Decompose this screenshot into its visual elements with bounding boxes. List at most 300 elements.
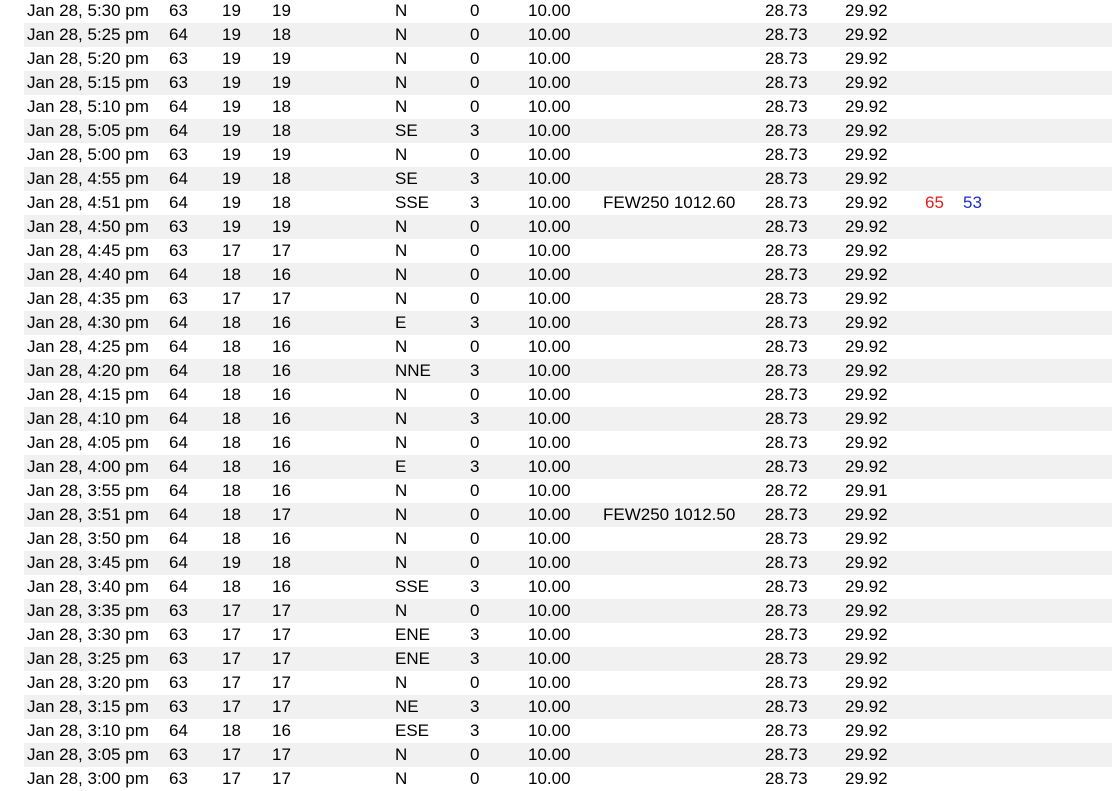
cell-max-temperature [922,671,960,695]
cell-min-temperature [960,647,1112,671]
cell-wind-direction: NNE [392,359,467,383]
cell-temperature: 63 [166,143,219,167]
cell-min-temperature [960,743,1112,767]
cell-temperature: 63 [166,767,219,791]
cell-min-temperature: 53 [960,191,1112,215]
cell-datetime: Jan 28, 4:15 pm [24,383,166,407]
cell-temperature: 63 [166,671,219,695]
cell-dewpoint: 17 [219,695,269,719]
cell-dewpoint: 19 [219,551,269,575]
cell-temperature: 64 [166,503,219,527]
cell-temperature: 64 [166,167,219,191]
cell-temperature: 63 [166,0,219,23]
cell-wind-speed: 0 [467,335,525,359]
cell-datetime: Jan 28, 4:30 pm [24,311,166,335]
cell-sea-level-pressure: 29.92 [842,431,922,455]
cell-sky-condition [600,0,762,23]
cell-altimeter: 28.73 [762,167,842,191]
cell-wind-speed: 0 [467,767,525,791]
cell-altimeter: 28.73 [762,0,842,23]
cell-altimeter: 28.73 [762,263,842,287]
cell-wind-direction: N [392,479,467,503]
cell-visibility: 10.00 [525,551,600,575]
cell-datetime: Jan 28, 4:05 pm [24,431,166,455]
cell-visibility: 10.00 [525,623,600,647]
cell-sea-level-pressure: 29.92 [842,719,922,743]
cell-datetime: Jan 28, 4:00 pm [24,455,166,479]
cell-humidity: 18 [269,551,392,575]
cell-min-temperature [960,479,1112,503]
cell-visibility: 10.00 [525,71,600,95]
cell-max-temperature [922,479,960,503]
cell-sea-level-pressure: 29.92 [842,95,922,119]
cell-visibility: 10.00 [525,527,600,551]
cell-temperature: 64 [166,263,219,287]
cell-dewpoint: 17 [219,743,269,767]
cell-sea-level-pressure: 29.92 [842,167,922,191]
cell-sea-level-pressure: 29.92 [842,527,922,551]
cell-wind-direction: N [392,215,467,239]
table-row [24,311,1112,335]
cell-min-temperature [960,767,1112,791]
cell-datetime: Jan 28, 4:10 pm [24,407,166,431]
cell-dewpoint: 19 [219,119,269,143]
cell-max-temperature [922,623,960,647]
cell-temperature: 64 [166,383,219,407]
cell-max-temperature [922,551,960,575]
cell-sky-condition [600,407,762,431]
cell-datetime: Jan 28, 5:20 pm [24,47,166,71]
cell-humidity: 19 [269,47,392,71]
cell-datetime: Jan 28, 5:25 pm [24,23,166,47]
cell-altimeter: 28.73 [762,407,842,431]
cell-altimeter: 28.73 [762,767,842,791]
cell-datetime: Jan 28, 3:05 pm [24,743,166,767]
cell-wind-speed: 0 [467,479,525,503]
table-row [24,599,1112,623]
cell-sea-level-pressure: 29.92 [842,551,922,575]
cell-sky-condition [600,383,762,407]
cell-wind-direction: ENE [392,623,467,647]
cell-altimeter: 28.73 [762,695,842,719]
cell-datetime: Jan 28, 3:40 pm [24,575,166,599]
table-row [24,695,1112,719]
cell-visibility: 10.00 [525,23,600,47]
cell-wind-speed: 3 [467,575,525,599]
cell-wind-speed: 0 [467,263,525,287]
cell-temperature: 64 [166,455,219,479]
cell-humidity: 17 [269,743,392,767]
table-row [24,551,1112,575]
cell-sky-condition [600,647,762,671]
cell-min-temperature [960,431,1112,455]
cell-wind-direction: N [392,407,467,431]
cell-max-temperature [922,431,960,455]
cell-temperature: 63 [166,47,219,71]
cell-sky-condition [600,143,762,167]
cell-datetime: Jan 28, 4:20 pm [24,359,166,383]
cell-min-temperature [960,383,1112,407]
cell-temperature: 64 [166,335,219,359]
table-row [24,71,1112,95]
cell-sky-condition: FEW250 1012.50 [600,503,762,527]
cell-dewpoint: 17 [219,623,269,647]
cell-humidity: 18 [269,167,392,191]
cell-max-temperature [922,95,960,119]
cell-sky-condition [600,119,762,143]
cell-altimeter: 28.73 [762,575,842,599]
table-row [24,503,1112,527]
cell-wind-speed: 3 [467,191,525,215]
cell-visibility: 10.00 [525,215,600,239]
cell-dewpoint: 17 [219,239,269,263]
cell-sky-condition [600,599,762,623]
cell-dewpoint: 19 [219,71,269,95]
cell-visibility: 10.00 [525,719,600,743]
cell-visibility: 10.00 [525,455,600,479]
cell-dewpoint: 18 [219,407,269,431]
cell-sky-condition [600,71,762,95]
cell-dewpoint: 18 [219,263,269,287]
cell-altimeter: 28.73 [762,431,842,455]
cell-altimeter: 28.73 [762,527,842,551]
cell-temperature: 64 [166,431,219,455]
cell-min-temperature [960,263,1112,287]
cell-temperature: 63 [166,239,219,263]
cell-min-temperature [960,455,1112,479]
cell-min-temperature [960,167,1112,191]
table-row [24,215,1112,239]
table-row [24,623,1112,647]
cell-temperature: 63 [166,287,219,311]
cell-wind-speed: 3 [467,119,525,143]
cell-dewpoint: 19 [219,23,269,47]
cell-datetime: Jan 28, 4:51 pm [24,191,166,215]
table-row [24,47,1112,71]
table-row [24,671,1112,695]
cell-sky-condition [600,311,762,335]
cell-wind-speed: 0 [467,23,525,47]
cell-datetime: Jan 28, 5:30 pm [24,0,166,23]
cell-altimeter: 28.73 [762,335,842,359]
cell-dewpoint: 19 [219,215,269,239]
cell-wind-direction: N [392,23,467,47]
table-row [24,191,1112,215]
cell-humidity: 17 [269,623,392,647]
table-row [24,239,1112,263]
cell-dewpoint: 18 [219,719,269,743]
cell-datetime: Jan 28, 3:55 pm [24,479,166,503]
cell-visibility: 10.00 [525,359,600,383]
table-row [24,383,1112,407]
cell-sky-condition [600,263,762,287]
cell-wind-direction: N [392,263,467,287]
cell-min-temperature [960,287,1112,311]
cell-min-temperature [960,719,1112,743]
cell-max-temperature [922,743,960,767]
cell-sea-level-pressure: 29.92 [842,0,922,23]
table-row [24,431,1112,455]
cell-humidity: 19 [269,143,392,167]
cell-visibility: 10.00 [525,119,600,143]
cell-sky-condition [600,623,762,647]
cell-max-temperature [922,263,960,287]
cell-sky-condition [600,23,762,47]
table-row [24,335,1112,359]
cell-humidity: 16 [269,359,392,383]
cell-datetime: Jan 28, 3:30 pm [24,623,166,647]
cell-sky-condition [600,215,762,239]
cell-wind-speed: 3 [467,719,525,743]
cell-sky-condition [600,287,762,311]
cell-sky-condition [600,239,762,263]
cell-min-temperature [960,119,1112,143]
cell-wind-direction: ENE [392,647,467,671]
observations-body [24,0,1112,791]
cell-max-temperature [922,239,960,263]
cell-datetime: Jan 28, 5:05 pm [24,119,166,143]
cell-humidity: 16 [269,431,392,455]
cell-humidity: 16 [269,575,392,599]
cell-wind-speed: 3 [467,647,525,671]
cell-min-temperature [960,23,1112,47]
cell-visibility: 10.00 [525,383,600,407]
cell-sea-level-pressure: 29.92 [842,503,922,527]
cell-humidity: 19 [269,71,392,95]
cell-dewpoint: 18 [219,503,269,527]
cell-min-temperature [960,215,1112,239]
cell-wind-speed: 0 [467,551,525,575]
cell-datetime: Jan 28, 3:20 pm [24,671,166,695]
cell-min-temperature [960,551,1112,575]
cell-wind-speed: 0 [467,743,525,767]
cell-min-temperature [960,575,1112,599]
cell-wind-speed: 0 [467,95,525,119]
cell-sky-condition [600,455,762,479]
table-row [24,287,1112,311]
cell-visibility: 10.00 [525,647,600,671]
cell-sea-level-pressure: 29.91 [842,479,922,503]
table-row [24,479,1112,503]
cell-altimeter: 28.73 [762,311,842,335]
cell-max-temperature [922,167,960,191]
cell-dewpoint: 19 [219,47,269,71]
table-row [24,95,1112,119]
cell-max-temperature [922,71,960,95]
cell-sea-level-pressure: 29.92 [842,743,922,767]
cell-wind-direction: N [392,551,467,575]
cell-min-temperature [960,527,1112,551]
cell-wind-direction: NE [392,695,467,719]
cell-altimeter: 28.73 [762,383,842,407]
cell-wind-speed: 3 [467,407,525,431]
cell-min-temperature [960,47,1112,71]
cell-humidity: 17 [269,599,392,623]
cell-wind-speed: 0 [467,431,525,455]
cell-min-temperature [960,95,1112,119]
cell-sea-level-pressure: 29.92 [842,455,922,479]
cell-dewpoint: 18 [219,431,269,455]
cell-wind-direction: N [392,239,467,263]
cell-visibility: 10.00 [525,575,600,599]
cell-dewpoint: 17 [219,767,269,791]
cell-sky-condition [600,335,762,359]
cell-sea-level-pressure: 29.92 [842,191,922,215]
cell-wind-direction: N [392,671,467,695]
cell-humidity: 16 [269,719,392,743]
cell-temperature: 64 [166,23,219,47]
cell-altimeter: 28.73 [762,119,842,143]
cell-altimeter: 28.73 [762,719,842,743]
cell-sea-level-pressure: 29.92 [842,47,922,71]
cell-humidity: 17 [269,767,392,791]
cell-wind-direction: N [392,47,467,71]
cell-sky-condition [600,167,762,191]
cell-max-temperature [922,47,960,71]
cell-max-temperature: 65 [922,191,960,215]
cell-visibility: 10.00 [525,743,600,767]
cell-humidity: 17 [269,647,392,671]
cell-dewpoint: 17 [219,287,269,311]
cell-altimeter: 28.73 [762,23,842,47]
cell-altimeter: 28.73 [762,359,842,383]
cell-wind-speed: 3 [467,359,525,383]
table-row [24,719,1112,743]
cell-max-temperature [922,407,960,431]
cell-wind-direction: N [392,431,467,455]
cell-min-temperature [960,599,1112,623]
cell-humidity: 17 [269,239,392,263]
cell-temperature: 64 [166,191,219,215]
table-row [24,0,1112,23]
cell-datetime: Jan 28, 3:10 pm [24,719,166,743]
cell-temperature: 64 [166,359,219,383]
cell-wind-direction: N [392,287,467,311]
cell-wind-speed: 3 [467,311,525,335]
cell-humidity: 17 [269,503,392,527]
cell-wind-direction: SE [392,119,467,143]
cell-max-temperature [922,143,960,167]
cell-temperature: 63 [166,215,219,239]
cell-wind-speed: 0 [467,503,525,527]
cell-max-temperature [922,503,960,527]
cell-humidity: 17 [269,695,392,719]
cell-dewpoint: 18 [219,383,269,407]
cell-humidity: 17 [269,287,392,311]
cell-sea-level-pressure: 29.92 [842,239,922,263]
table-row [24,767,1112,791]
cell-temperature: 63 [166,623,219,647]
cell-sea-level-pressure: 29.92 [842,119,922,143]
cell-dewpoint: 19 [219,167,269,191]
cell-altimeter: 28.73 [762,71,842,95]
cell-max-temperature [922,0,960,23]
cell-datetime: Jan 28, 3:35 pm [24,599,166,623]
cell-datetime: Jan 28, 3:00 pm [24,767,166,791]
cell-datetime: Jan 28, 4:40 pm [24,263,166,287]
cell-altimeter: 28.73 [762,599,842,623]
cell-altimeter: 28.73 [762,551,842,575]
cell-sky-condition [600,431,762,455]
cell-humidity: 17 [269,671,392,695]
cell-max-temperature [922,599,960,623]
cell-wind-direction: N [392,383,467,407]
cell-visibility: 10.00 [525,311,600,335]
cell-wind-direction: SE [392,167,467,191]
cell-max-temperature [922,311,960,335]
cell-visibility: 10.00 [525,431,600,455]
table-row [24,743,1112,767]
cell-wind-speed: 0 [467,47,525,71]
cell-dewpoint: 18 [219,479,269,503]
table-row [24,575,1112,599]
cell-wind-speed: 0 [467,527,525,551]
cell-altimeter: 28.73 [762,503,842,527]
cell-wind-direction: SSE [392,191,467,215]
cell-visibility: 10.00 [525,479,600,503]
cell-wind-speed: 0 [467,287,525,311]
cell-temperature: 64 [166,311,219,335]
cell-dewpoint: 19 [219,191,269,215]
cell-wind-direction: N [392,527,467,551]
cell-humidity: 16 [269,335,392,359]
cell-altimeter: 28.73 [762,191,842,215]
cell-altimeter: 28.73 [762,287,842,311]
cell-max-temperature [922,767,960,791]
cell-humidity: 16 [269,263,392,287]
cell-humidity: 16 [269,383,392,407]
cell-visibility: 10.00 [525,263,600,287]
cell-wind-direction: N [392,71,467,95]
cell-datetime: Jan 28, 4:55 pm [24,167,166,191]
table-row [24,263,1112,287]
cell-humidity: 18 [269,191,392,215]
cell-max-temperature [922,575,960,599]
cell-datetime: Jan 28, 3:45 pm [24,551,166,575]
cell-visibility: 10.00 [525,335,600,359]
cell-temperature: 63 [166,743,219,767]
cell-sky-condition [600,695,762,719]
table-row [24,143,1112,167]
cell-temperature: 64 [166,95,219,119]
cell-visibility: 10.00 [525,239,600,263]
cell-humidity: 16 [269,527,392,551]
cell-max-temperature [922,455,960,479]
cell-sea-level-pressure: 29.92 [842,287,922,311]
cell-wind-speed: 3 [467,455,525,479]
cell-altimeter: 28.73 [762,95,842,119]
cell-min-temperature [960,335,1112,359]
table-row [24,407,1112,431]
cell-temperature: 63 [166,599,219,623]
cell-sea-level-pressure: 29.92 [842,71,922,95]
cell-visibility: 10.00 [525,407,600,431]
cell-dewpoint: 19 [219,143,269,167]
cell-max-temperature [922,695,960,719]
cell-wind-speed: 0 [467,215,525,239]
cell-max-temperature [922,335,960,359]
cell-wind-speed: 3 [467,167,525,191]
cell-sea-level-pressure: 29.92 [842,335,922,359]
cell-datetime: Jan 28, 3:15 pm [24,695,166,719]
cell-altimeter: 28.73 [762,143,842,167]
cell-wind-direction: N [392,599,467,623]
cell-min-temperature [960,359,1112,383]
cell-dewpoint: 19 [219,0,269,23]
cell-visibility: 10.00 [525,503,600,527]
cell-wind-direction: E [392,455,467,479]
cell-min-temperature [960,407,1112,431]
